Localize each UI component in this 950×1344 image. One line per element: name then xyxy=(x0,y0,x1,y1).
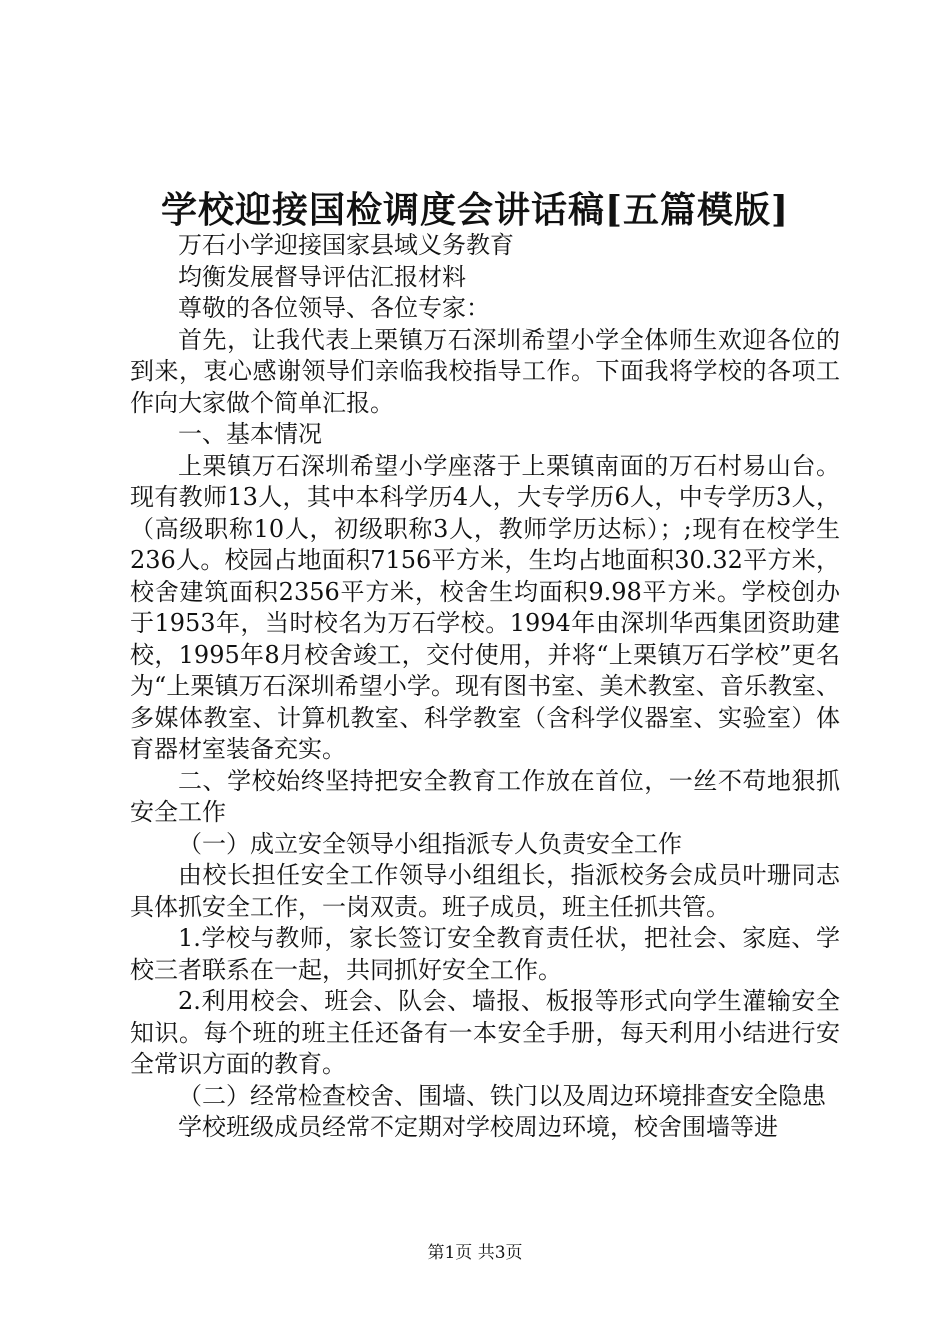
salutation: 尊敬的各位领导、各位专家： xyxy=(178,294,490,322)
section-heading-basic-info: 一、基本情况 xyxy=(178,420,322,448)
list-item-1: 1.学校与教师，家长签订安全教育责任状，把社会、家庭、学校三者联系在一起，共同抓好安全工作。 xyxy=(130,924,840,984)
subsection-heading-2: （二）经常检查校舍、围墙、铁门以及周边环境排查安全隐患 xyxy=(178,1081,826,1110)
document-title: 学校迎接国检调度会讲话稿[五篇模版] xyxy=(160,189,790,231)
page-footer: 第1页 共3页 xyxy=(427,1243,523,1263)
paragraph-inspection: 学校班级成员经常不定期对学校周边环境，校舍围墙等进 xyxy=(178,1113,778,1141)
document-body xyxy=(130,230,840,1144)
list-item-2: 2.利用校会、班会、队会、墙报、板报等形式向学生灌输安全知识。每个班的班主任还备有一本安全手册，每天利用小结进行安全常识方面的教育。 xyxy=(130,987,840,1078)
paragraph-basic-info: 上栗镇万石深圳希望小学座落于上栗镇南面的万石村易山台。现有教师13人，其中本科学历4人，大专学历6人，中专学历3人，（高级职称10人，初级职称3人，教师学历达标）；;现有在校学生236人。校园占地面积7156平方米，生均占地面积30.32平方米，校舍建筑面积2356平方米，校舍生均面积9.98平方米。学校创办于1953年，当时校名为万石学校。1994年由深圳华西集团资助建校，1995年8月校舍竣工，交付使用，并将“上栗镇万石学校”更名为“上栗镇万石深圳希望小学。现有图书室、美术教室、音乐教室、多媒体教室、计算机教室、科学教室（含科学仪器室、实验室）体育器材室装备充实。 xyxy=(130,451,840,763)
subsection-heading-1: （一）成立安全领导小组指派专人负责安全工作 xyxy=(178,829,682,858)
section-heading-safety: 二、学校始终坚持把安全教育工作放在首位，一丝不苟地狠抓安全工作 xyxy=(130,766,840,826)
paragraph-intro: 首先，让我代表上栗镇万石深圳希望小学全体师生欢迎各位的到来，衷心感谢领导们亲临我校指导工作。下面我将学校的各项工作向大家做个简单汇报。 xyxy=(130,325,840,417)
subtitle-line-2: 均衡发展督导评估汇报材料 xyxy=(178,262,466,291)
paragraph-safety-leader: 由校长担任安全工作领导小组组长，指派校务会成员叶珊同志具体抓安全工作，一岗双责。班子成员，班主任抓共管。 xyxy=(130,861,840,921)
subtitle-line-1: 万石小学迎接国家县域义务教育 xyxy=(178,231,514,259)
